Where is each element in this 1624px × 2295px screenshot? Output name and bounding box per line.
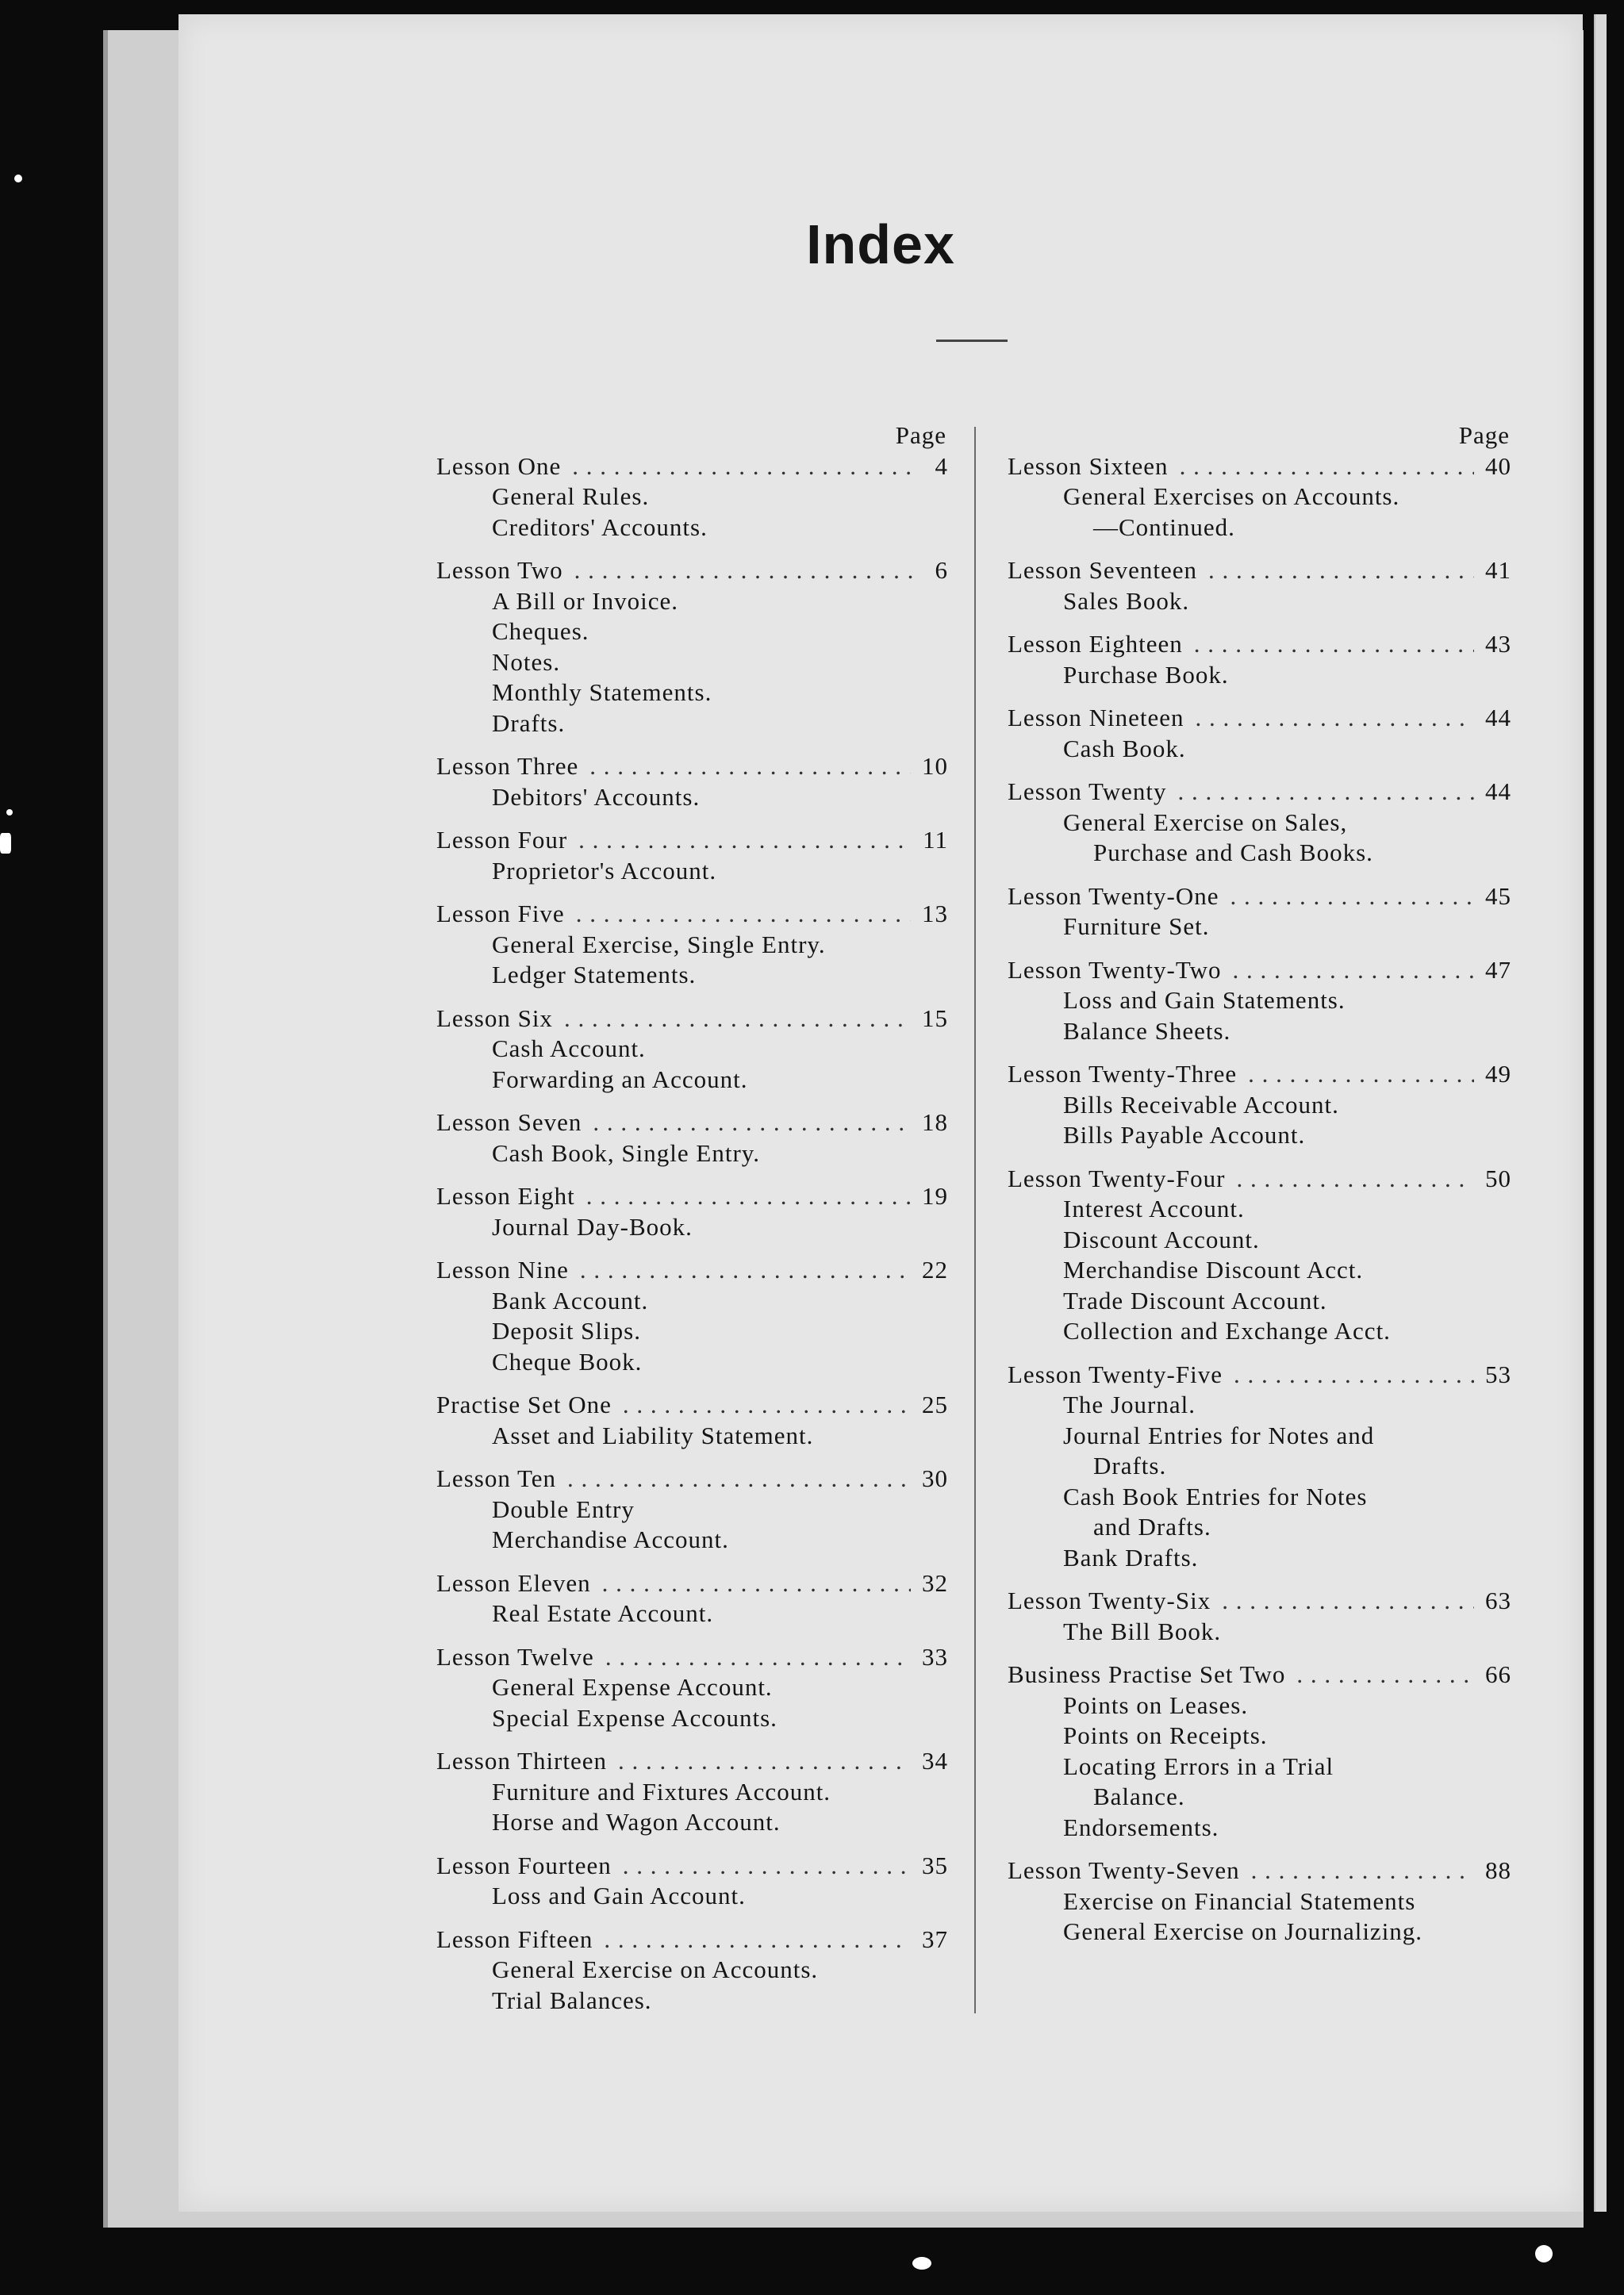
entry-title: Lesson Thirteen: [436, 1747, 608, 1775]
entry-subtopic: Purchase and Cash Books.: [1093, 839, 1373, 866]
entry-subtopic: Loss and Gain Statements.: [1063, 986, 1346, 1014]
page-right-edge: [1594, 14, 1607, 2212]
index-entry: [436, 825, 948, 886]
entry-subtopic: Special Expense Accounts.: [492, 1703, 777, 1732]
entry-page-number: 35: [922, 1851, 948, 1879]
entry-subtopic: Merchandise Discount Acct.: [1063, 1256, 1364, 1284]
entry-title: Lesson Twelve: [436, 1642, 594, 1671]
entry-title: Lesson Fourteen: [436, 1851, 612, 1879]
index-entry: [436, 1642, 948, 1734]
index-entry: [1008, 1360, 1511, 1574]
index-entry-line: [436, 1851, 948, 1882]
dot-leader: [623, 1390, 911, 1421]
index-entry: [1008, 1586, 1511, 1647]
index-entry: [436, 1107, 948, 1169]
entry-title: Lesson Sixteen: [1008, 451, 1169, 480]
entry-subtopic: General Exercise on Accounts.: [492, 1955, 819, 1983]
index-entry: [436, 1004, 948, 1096]
entry-page-number: 63: [1485, 1587, 1511, 1614]
index-entry: [436, 1464, 948, 1556]
index-entry: [1008, 881, 1511, 942]
index-entry-line: [436, 451, 948, 482]
entry-page-number: 30: [922, 1464, 948, 1492]
index-entry: [1008, 1660, 1511, 1843]
entry-subtopic: A Bill or Invoice.: [492, 586, 678, 615]
entry-page-number: 41: [1485, 556, 1511, 584]
entry-subtopic: Cash Book Entries for Notes: [1063, 1482, 1368, 1510]
entry-subtopic: Loss and Gain Account.: [492, 1882, 746, 1909]
index-entry: [1008, 1164, 1511, 1347]
entry-page-number: 25: [922, 1391, 948, 1418]
index-entry-line: [1008, 777, 1511, 808]
entry-page-number: 10: [922, 752, 948, 780]
entry-subtopic: —Continued.: [1093, 512, 1235, 541]
entry-subtopic: Double Entry: [492, 1495, 635, 1523]
index-entry-line: [436, 1464, 948, 1495]
scan-speck: [1535, 2245, 1553, 2262]
index-entry-line: [1008, 451, 1511, 482]
index-column-right: [1008, 420, 1511, 1960]
entry-subtopic: Merchandise Account.: [492, 1526, 729, 1553]
dot-leader: [1233, 955, 1474, 986]
index-entry-line: [1008, 955, 1511, 986]
index-entry-line: [436, 899, 948, 930]
dot-leader: [1208, 555, 1474, 586]
dot-leader: [564, 1004, 911, 1034]
entry-subtopic: Real Estate Account.: [492, 1599, 714, 1627]
entry-title: Lesson Fifteen: [436, 1925, 593, 1953]
entry-subtopic: Points on Receipts.: [1063, 1721, 1268, 1749]
index-entry-line: [1008, 1360, 1511, 1391]
entry-subtopic: General Rules.: [492, 482, 650, 510]
entry-page-number: 45: [1485, 881, 1511, 910]
entry-page-number: 11: [923, 826, 948, 854]
entry-subtopic: Deposit Slips.: [492, 1317, 641, 1345]
dot-leader: [586, 1181, 911, 1212]
entry-title: Lesson Twenty-One: [1008, 881, 1219, 910]
entry-subtopic: The Journal.: [1063, 1391, 1196, 1418]
index-entry-line: [436, 1746, 948, 1777]
dot-leader: [623, 1851, 911, 1882]
dot-leader: [578, 825, 912, 856]
index-entry-line: [1008, 1059, 1511, 1090]
entry-subtopic: Cash Book, Single Entry.: [492, 1138, 761, 1167]
entry-page-number: 18: [922, 1108, 948, 1136]
entry-title: Lesson Seventeen: [1008, 556, 1197, 584]
entry-subtopic: Sales Book.: [1063, 586, 1190, 615]
index-entry: [436, 899, 948, 991]
entry-page-number: 33: [922, 1642, 948, 1671]
entry-title: Lesson Seven: [436, 1108, 582, 1136]
entry-title: Lesson Eight: [436, 1182, 575, 1210]
index-entry: [436, 451, 948, 543]
entry-subtopic: Drafts.: [492, 708, 566, 737]
entry-subtopic: Proprietor's Account.: [492, 856, 717, 885]
dot-leader: [604, 1925, 911, 1955]
index-entry-line: [436, 825, 948, 856]
index-entry: [1008, 703, 1511, 764]
entry-title: Lesson Eleven: [436, 1568, 591, 1597]
entry-page-number: 66: [1485, 1660, 1511, 1688]
entry-subtopic: General Expense Account.: [492, 1673, 773, 1701]
entry-page-number: 6: [935, 556, 948, 584]
entry-title: Lesson Five: [436, 900, 565, 927]
index-entry-line: [436, 1107, 948, 1138]
entry-title: Lesson One: [436, 451, 562, 480]
entry-page-number: 13: [922, 900, 948, 927]
entry-page-number: 32: [922, 1568, 948, 1597]
entry-page-number: 19: [922, 1182, 948, 1210]
entry-subtopic: Journal Day-Book.: [492, 1212, 693, 1241]
entry-title: Lesson Twenty-Four: [1008, 1164, 1226, 1192]
entry-subtopic: Horse and Wagon Account.: [492, 1808, 781, 1836]
column-divider: [974, 427, 976, 2013]
index-entry-line: [436, 555, 948, 586]
entry-page-number: 15: [922, 1004, 948, 1032]
entry-subtopic: Cash Book.: [1063, 734, 1186, 762]
index-entry: [436, 1255, 948, 1377]
entry-subtopic: Trial Balances.: [492, 1986, 652, 2014]
entry-page-number: 44: [1485, 777, 1511, 805]
entry-subtopic: Forwarding an Account.: [492, 1065, 748, 1093]
entry-page-number: 44: [1485, 704, 1511, 731]
entry-page-number: 37: [922, 1925, 948, 1953]
entry-subtopic: Creditors' Accounts.: [492, 512, 708, 541]
entry-subtopic: Balance Sheets.: [1063, 1016, 1231, 1045]
entry-title: Lesson Six: [436, 1004, 553, 1032]
index-entry-line: [436, 751, 948, 782]
index-entry-line: [436, 1568, 948, 1599]
dot-leader: [1195, 703, 1474, 734]
index-entry-line: [1008, 555, 1511, 586]
scan-speck: [912, 2257, 931, 2270]
entry-subtopic: Interest Account.: [1063, 1195, 1245, 1222]
scan-speck: [0, 833, 11, 854]
index-entry-line: [1008, 703, 1511, 734]
index-entry-line: [1008, 1164, 1511, 1195]
entry-title: Lesson Ten: [436, 1464, 557, 1492]
entry-title: Lesson Twenty-Two: [1008, 955, 1222, 984]
entry-subtopic: Points on Leases.: [1063, 1691, 1249, 1719]
entry-title: Lesson Eighteen: [1008, 630, 1183, 658]
entry-page-number: 47: [1485, 955, 1511, 984]
dot-leader: [574, 555, 913, 586]
dot-leader: [1222, 1586, 1474, 1617]
entry-title: Lesson Twenty-Seven: [1008, 1856, 1240, 1884]
index-entry-line: [436, 1642, 948, 1673]
entry-subtopic: Bank Account.: [492, 1286, 649, 1314]
entry-subtopic: Exercise on Financial Statements: [1063, 1886, 1416, 1915]
title-rule: [936, 340, 1008, 342]
index-entry-line: [1008, 1660, 1511, 1691]
entry-subtopic: Ledger Statements.: [492, 961, 697, 988]
scan-speck: [6, 809, 13, 816]
entry-subtopic: Bills Receivable Account.: [1063, 1090, 1339, 1119]
entry-title: Lesson Four: [436, 826, 568, 854]
page-column-heading: Page: [1458, 421, 1510, 449]
entry-title: Lesson Two: [436, 556, 563, 584]
index-entry-line: [436, 1390, 948, 1421]
entry-subtopic: General Exercises on Accounts.: [1063, 482, 1400, 510]
index-entry-line: [1008, 629, 1511, 660]
entry-subtopic: Collection and Exchange Acct.: [1063, 1317, 1391, 1345]
index-entry-line: [436, 1181, 948, 1212]
entry-page-number: 34: [922, 1747, 948, 1775]
index-entry-line: [1008, 881, 1511, 912]
dot-leader: [1248, 1059, 1474, 1090]
index-entry: [1008, 1856, 1511, 1948]
index-entry-line: [436, 1925, 948, 1955]
entry-title: Lesson Twenty: [1008, 777, 1167, 805]
entry-subtopic: Endorsements.: [1063, 1813, 1219, 1841]
entry-title: Lesson Twenty-Six: [1008, 1587, 1211, 1614]
page-column-heading: Page: [895, 421, 946, 449]
entry-page-number: 49: [1485, 1060, 1511, 1088]
entry-page-number: 22: [922, 1256, 948, 1284]
index-entry: [1008, 955, 1511, 1047]
index-column-left: [436, 420, 948, 2028]
index-page: [179, 14, 1583, 2212]
index-entry: [436, 1851, 948, 1912]
index-entry: [1008, 629, 1511, 690]
entry-subtopic: Cheque Book.: [492, 1347, 643, 1376]
entry-subtopic: General Exercise on Journalizing.: [1063, 1917, 1423, 1945]
dot-leader: [576, 899, 911, 930]
entry-subtopic: Journal Entries for Notes and: [1063, 1421, 1375, 1449]
entry-page-number: 53: [1485, 1360, 1511, 1388]
index-entry: [1008, 777, 1511, 869]
entry-subtopic: General Exercise, Single Entry.: [492, 930, 826, 958]
dot-leader: [618, 1746, 911, 1777]
entry-subtopic: Cash Account.: [492, 1034, 646, 1062]
scan-speck: [14, 175, 22, 182]
entry-page-number: 50: [1485, 1164, 1511, 1192]
entry-subtopic: Trade Discount Account.: [1063, 1286, 1327, 1314]
index-entry: [436, 1925, 948, 2017]
entry-subtopic: Drafts.: [1093, 1452, 1167, 1479]
index-entry: [1008, 1059, 1511, 1151]
entry-title: Practise Set One: [436, 1391, 612, 1418]
entry-subtopic: The Bill Book.: [1063, 1617, 1222, 1645]
entry-subtopic: Purchase Book.: [1063, 660, 1229, 689]
dot-leader: [589, 751, 911, 782]
dot-leader: [580, 1255, 911, 1286]
index-entry-line: [436, 1255, 948, 1286]
entry-subtopic: General Exercise on Sales,: [1063, 808, 1348, 836]
index-entry-line: [436, 1004, 948, 1034]
entry-page-number: 4: [935, 451, 948, 480]
index-entry: [1008, 451, 1511, 543]
entry-subtopic: Bank Drafts.: [1063, 1543, 1199, 1572]
dot-leader: [1194, 629, 1474, 660]
dot-leader: [1251, 1856, 1474, 1886]
dot-leader: [1234, 1360, 1474, 1391]
entry-subtopic: Balance.: [1093, 1783, 1185, 1810]
dot-leader: [605, 1642, 911, 1673]
dot-leader: [567, 1464, 911, 1495]
index-entry: [1008, 555, 1511, 616]
dot-leader: [1178, 777, 1474, 808]
entry-title: Lesson Nine: [436, 1256, 569, 1284]
entry-title: Lesson Twenty-Three: [1008, 1060, 1238, 1088]
index-entry: [436, 1746, 948, 1838]
entry-subtopic: Locating Errors in a Trial: [1063, 1752, 1334, 1780]
entry-title: Lesson Three: [436, 752, 579, 780]
page-title: Index: [806, 213, 955, 275]
index-entry: [436, 1390, 948, 1451]
dot-leader: [602, 1568, 911, 1599]
index-entry: [436, 555, 948, 739]
index-entry: [436, 751, 948, 812]
dot-leader: [593, 1107, 911, 1138]
entry-subtopic: Discount Account.: [1063, 1225, 1260, 1253]
entry-page-number: 43: [1485, 630, 1511, 658]
dot-leader: [1230, 881, 1474, 912]
entry-subtopic: Debitors' Accounts.: [492, 782, 701, 811]
entry-subtopic: Furniture and Fixtures Account.: [492, 1777, 831, 1806]
entry-subtopic: Furniture Set.: [1063, 912, 1210, 940]
entry-subtopic: Monthly Statements.: [492, 678, 712, 706]
entry-subtopic: Notes.: [492, 647, 561, 676]
dot-leader: [572, 451, 913, 482]
index-entry-line: [1008, 1586, 1511, 1617]
entry-title: Lesson Twenty-Five: [1008, 1360, 1223, 1388]
index-entry: [436, 1181, 948, 1242]
entry-page-number: 40: [1485, 451, 1511, 480]
dot-leader: [1180, 451, 1474, 482]
entry-page-number: 88: [1485, 1856, 1511, 1884]
entry-title: Business Practise Set Two: [1008, 1660, 1286, 1688]
entry-subtopic: Asset and Liability Statement.: [492, 1421, 814, 1449]
entry-subtopic: Cheques.: [492, 617, 589, 645]
dot-leader: [1296, 1660, 1474, 1691]
index-entry-line: [1008, 1856, 1511, 1886]
entry-subtopic: Bills Payable Account.: [1063, 1121, 1306, 1149]
entry-title: Lesson Nineteen: [1008, 704, 1184, 731]
index-entry: [436, 1568, 948, 1629]
entry-subtopic: and Drafts.: [1093, 1513, 1211, 1541]
dot-leader: [1236, 1164, 1474, 1195]
